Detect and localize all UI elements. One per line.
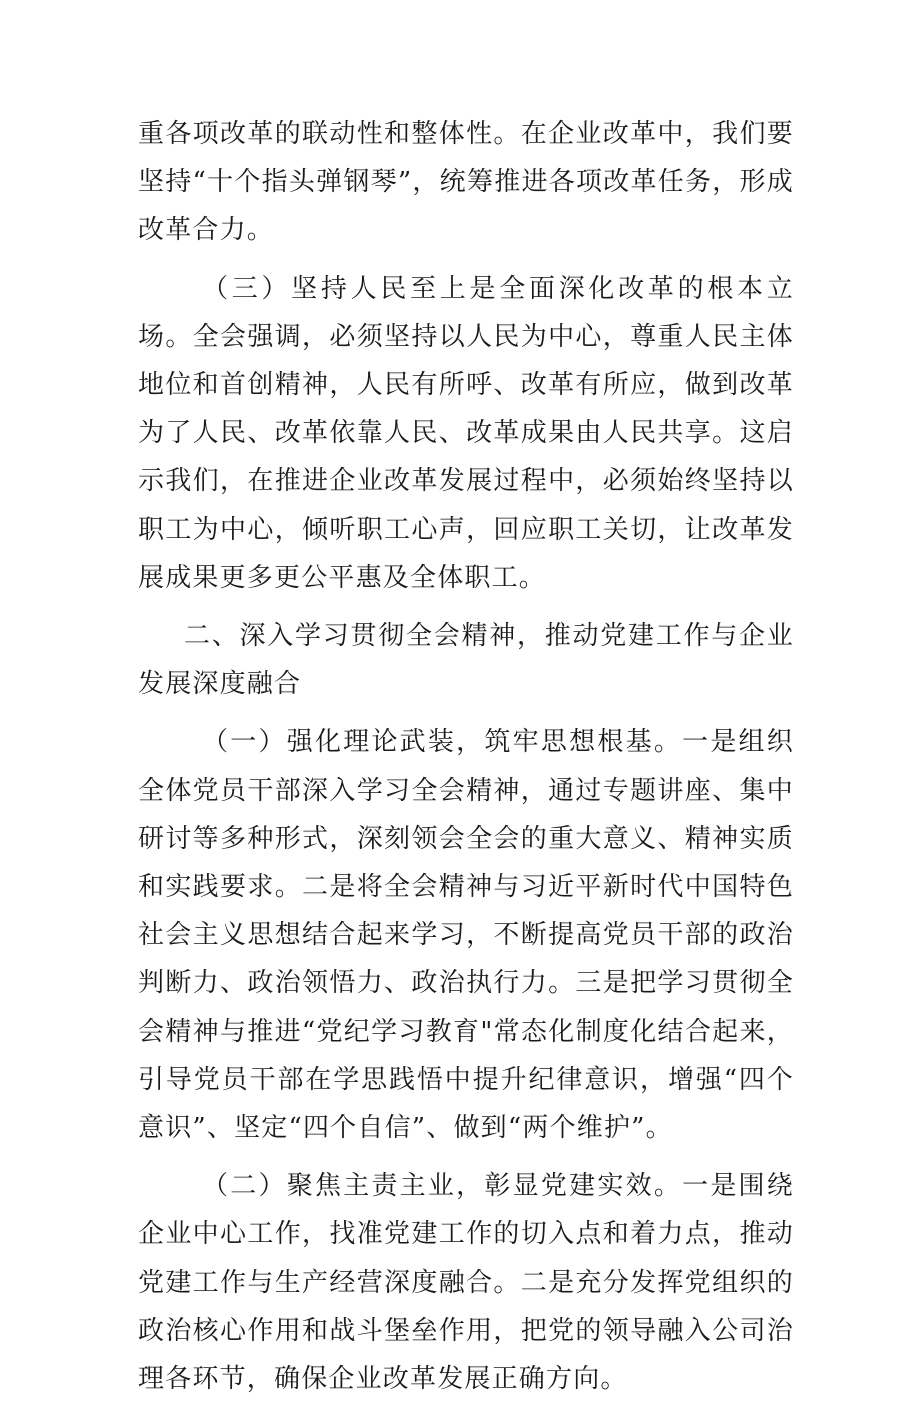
paragraph-gap: [138, 1152, 794, 1162]
paragraph-theory-armament: （一）强化理论武装，筑牢思想根基。一是组织全体党员干部深入学习全会精神，通过专题讲座、集中研讨等多种形式，深刻领会全会的重大意义、精神实质和实践要求。二是将全会精神与习近平新时代中国特色社会主义思想结合起来学习，不断提高党员干部的政治判断力、政治领悟力、政治执行力。三是把学习贯彻全会精神与推进“党纪学习教育"常态化制度化结合起来，引导党员干部在学思践悟中提升纪律意识，增强“四个意识”、坚定“四个自信”、做到“两个维护”。: [138, 727, 794, 1144]
paragraph-gap: [138, 255, 794, 265]
paragraph-core-business: （二）聚焦主责主业，彰显党建实效。一是围绕企业中心工作，找准党建工作的切入点和着力点，推动党建工作与生产经营深度融合。二是充分发挥党组织的政治核心作用和战斗堡垒作用，把党的领导融入公司治理各环节，确保企业改革发展正确方向。: [138, 1171, 794, 1395]
paragraph-gap: [138, 602, 794, 612]
paragraph-people-first: （三）坚持人民至上是全面深化改革的根本立场。全会强调，必须坚持以人民为中心，尊重人民主体地位和首创精神，人民有所呼、改革有所应，做到改革为了人民、改革依靠人民、改革成果由人民共享。这启示我们，在推进企业改革发展过程中，必须始终坚持以职工为中心，倾听职工心声，回应职工关切，让改革发展成果更多更公平惠及全体职工。: [138, 273, 794, 593]
paragraph-gap: [138, 708, 794, 718]
section-heading-two: 二、深入学习贯彻全会精神，推动党建工作与企业发展深度融合: [138, 621, 794, 700]
document-body: [138, 110, 794, 1403]
paragraph-continuation: 重各项改革的联动性和整体性。在企业改革中，我们要坚持“十个指头弹钢琴”，统筹推进各项改革任务，形成改革合力。: [138, 119, 794, 246]
